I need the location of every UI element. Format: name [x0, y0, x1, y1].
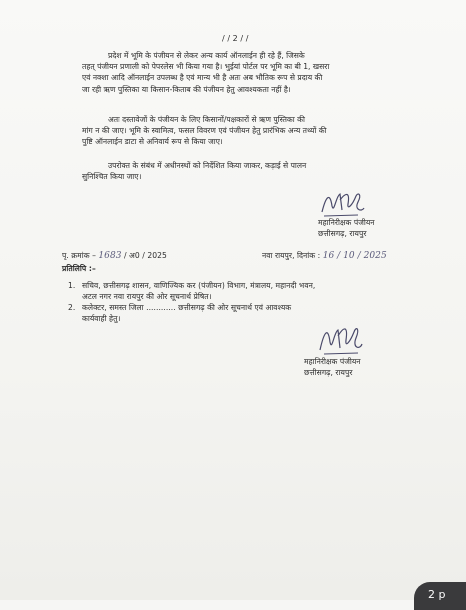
- memo-ref-label: पृ. क्रमांक –: [62, 251, 96, 260]
- paragraph-1: [82, 50, 400, 95]
- paragraph-3: [82, 160, 400, 182]
- para1-line: प्रदेश में भूमि के पंजीयन से लेकर अन्य कार्य ऑनलाईन ही रहे हैं, जिसके: [108, 51, 305, 60]
- memo-ref-suffix: / अ0 / 2025: [123, 251, 167, 260]
- signature-2: [316, 320, 366, 360]
- para1-line: तहत् पंजीयन प्रणाली को पेपरलेस भी किया गया है। भुईयां पोर्टल पर भूमि का बी 1, खसरा: [82, 62, 330, 72]
- page-indicator-badge: 2 p: [414, 582, 466, 610]
- copy-item-line: कार्यवाही हेतु।: [82, 314, 121, 323]
- signature-2-place: छत्तीसगढ़, रायपुर: [304, 368, 353, 377]
- paragraph-2: [82, 114, 400, 148]
- signature-1-title: महानिरीक्षक पंजीयन: [318, 218, 375, 227]
- copy-item-number: 2.: [68, 303, 76, 312]
- memo-date: [262, 250, 387, 262]
- para2-line: पुष्टि ऑनलाईन डाटा से अनिवार्य रूप से किया जाए।: [82, 137, 223, 147]
- para1-line: एवं नक्शा आदि ऑनलाईन उपलब्ध है एवं मान्य भी है अतः अब भौतिक रूप से प्रदाय की: [82, 73, 323, 83]
- signature-2-title: महानिरीक्षक पंजीयन: [304, 357, 361, 366]
- copy-item-number: 1.: [68, 281, 76, 290]
- signature-1-place: छत्तीसगढ़, रायपुर: [318, 229, 367, 238]
- copy-item-line: कलेक्टर, समस्त जिला ............ छत्तीसगढ़ की ओर सूचनार्थ एवं आवश्यक: [82, 303, 292, 312]
- copy-to-heading: प्रतिलिपि :–: [62, 264, 96, 273]
- copy-item-line: सचिव, छत्तीसगढ़ शासन, वाणिज्यिक कर (पंजीयन) विभाग, मंत्रालय, महानदी भवन,: [82, 281, 316, 290]
- memo-ref-number: 1683: [98, 251, 122, 261]
- memo-date-value: 16 / 10 / 2025: [322, 251, 387, 261]
- para2-line: अतः दस्तावेजों के पंजीयन के लिए किसानों/पक्षकारों से ऋण पुस्तिका की: [108, 115, 305, 124]
- para2-line: मांग न की जाए। भूमि के स्वामित्व, फसल विवरण एवं पंजीयन हेतु प्रारंभिक अन्य तथ्यों की: [82, 126, 327, 136]
- para3-line: सुनिश्चित किया जाए।: [82, 172, 142, 182]
- memo-reference: [62, 250, 167, 262]
- memo-date-label: नवा रायपुर, दिनांक :: [262, 251, 321, 260]
- copy-item-line: अटल नगर नवा रायपुर की ओर सूचनार्थ प्रेषित।: [82, 292, 212, 301]
- page-number: / / 2 / /: [222, 34, 249, 43]
- para1-line: जा रही ऋण पुस्तिका या किसान-किताब की पंजीयन हेतु आवश्यकता नहीं है।: [82, 84, 291, 94]
- para3-line: उपरोक्त के संबंध में अधीनस्थों को निर्देशित किया जाकर, कड़ाई से पालन: [108, 161, 307, 170]
